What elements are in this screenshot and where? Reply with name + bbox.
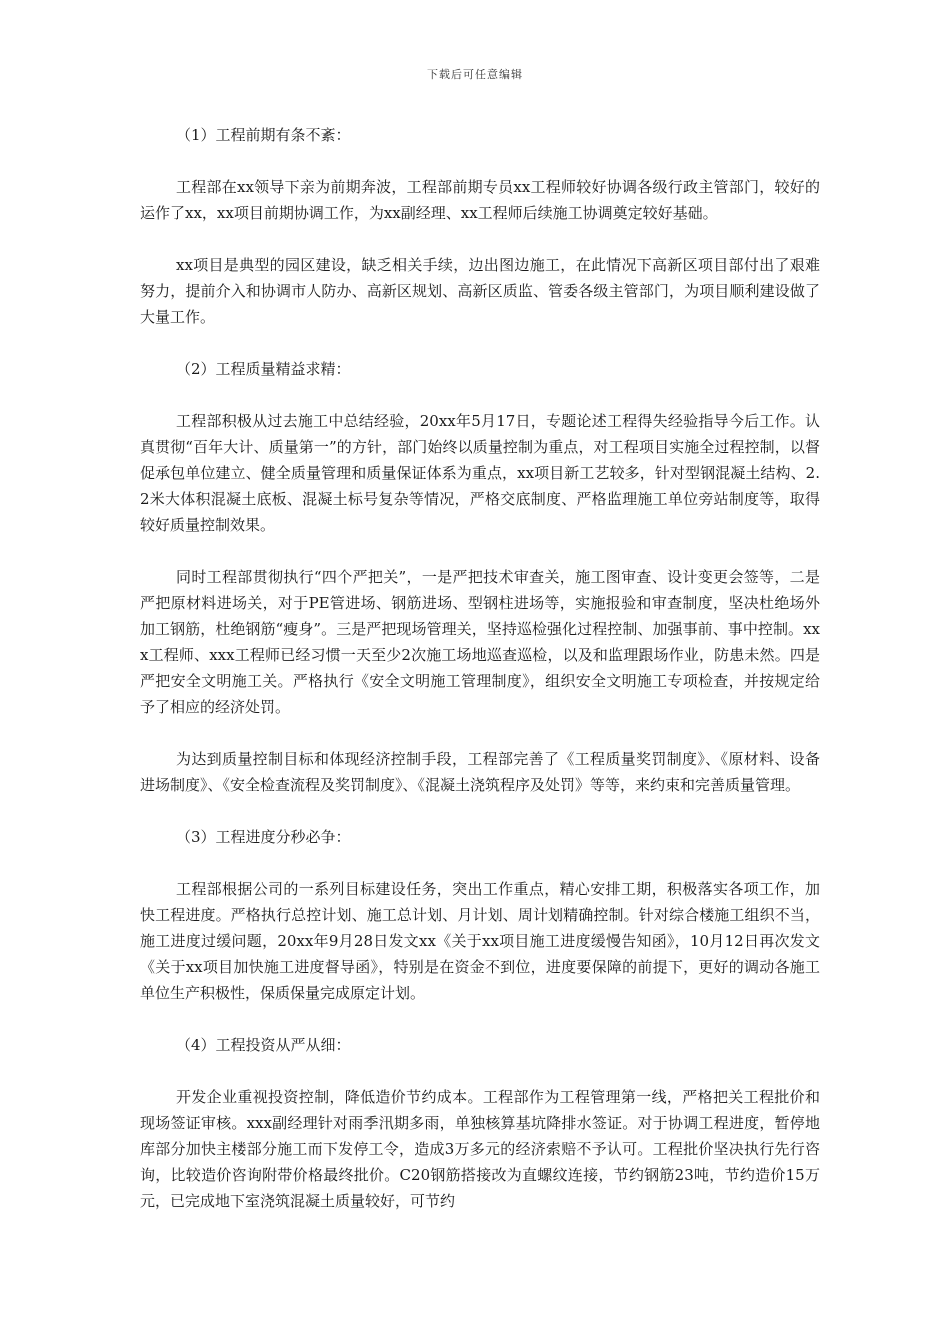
section-heading: （3）工程进度分秒必争：: [176, 828, 351, 846]
section-3: [140, 824, 820, 1006]
paragraph: 工程部在xx领导下亲为前期奔波，工程部前期专员xx工程师较好协调各级行政主管部门，较好的运作了xx，xx项目前期协调工作，为xx副经理、xx工程师后续施工协调奠定较好基础。: [140, 178, 820, 222]
section-2: [140, 356, 820, 798]
section-heading: （1）工程前期有条不紊：: [176, 126, 351, 144]
section-heading: （4）工程投资从严从细：: [176, 1036, 351, 1054]
document-body: [140, 122, 820, 1214]
page-header: 下载后可任意编辑: [427, 68, 523, 81]
section-4: [140, 1032, 820, 1214]
section-heading: （2）工程质量精益求精：: [176, 360, 351, 378]
paragraph: 工程部根据公司的一系列目标建设任务，突出工作重点，精心安排工期，积极落实各项工作，加快工程进度。严格执行总控计划、施工总计划、月计划、周计划精确控制。针对综合楼施工组织不当，施工进度过缓问题，20xx年9月28日发文xx《关于xx项目施工进度缓慢告知函》，10月12日再次发文《关于xx项目加快施工进度督导函》，特别是在资金不到位，进度要保障的前提下，更好的调动各施工单位生产积极性，保质保量完成原定计划。: [140, 880, 820, 1002]
paragraph: xx项目是典型的园区建设，缺乏相关手续，边出图边施工，在此情况下高新区项目部付出了艰难努力，提前介入和协调市人防办、高新区规划、高新区质监、管委各级主管部门，为项目顺利建设做了大量工作。: [140, 256, 820, 326]
paragraph: 工程部积极从过去施工中总结经验，20xx年5月17日，专题论述工程得失经验指导今后工作。认真贯彻“百年大计、质量第一”的方针，部门始终以质量控制为重点，对工程项目实施全过程控制，以督促承包单位建立、健全质量管理和质量保证体系为重点，xx项目新工艺较多，针对型钢混凝土结构、2.2米大体积混凝土底板、混凝土标号复杂等情况，严格交底制度、严格监理施工单位旁站制度等，取得较好质量控制效果。: [140, 412, 820, 534]
section-1: [140, 122, 820, 330]
paragraph: 为达到质量控制目标和体现经济控制手段，工程部完善了《工程质量奖罚制度》、《原材料、设备进场制度》、《安全检查流程及奖罚制度》、《混凝土浇筑程序及处罚》等等，来约束和完善质量管理。: [140, 750, 820, 794]
paragraph: 同时工程部贯彻执行“四个严把关”，一是严把技术审查关，施工图审查、设计变更会签等，二是严把原材料进场关，对于PE管进场、钢筋进场、型钢柱进场等，实施报验和审查制度，坚决杜绝场外加工钢筋，杜绝钢筋“瘦身”。三是严把现场管理关，坚持巡检强化过程控制、加强事前、事中控制。xxx工程师、xxx工程师已经习惯一天至少2次施工场地巡查巡检，以及和监理跟场作业，防患未然。四是严把安全文明施工关。严格执行《安全文明施工管理制度》，组织安全文明施工专项检查，并按规定给予了相应的经济处罚。: [140, 568, 820, 716]
paragraph: 开发企业重视投资控制，降低造价节约成本。工程部作为工程管理第一线，严格把关工程批价和现场签证审核。xxx副经理针对雨季汛期多雨，单独核算基坑降排水签证。对于协调工程进度，暂停地库部分加快主楼部分施工而下发停工令，造成3万多元的经济索赔不予认可。工程批价坚决执行先行咨询，比较造价咨询附带价格最终批价。C20钢筋搭接改为直螺纹连接，节约钢筋23吨，节约造价15万元，已完成地下室浇筑混凝土质量较好，可节约: [140, 1088, 820, 1210]
